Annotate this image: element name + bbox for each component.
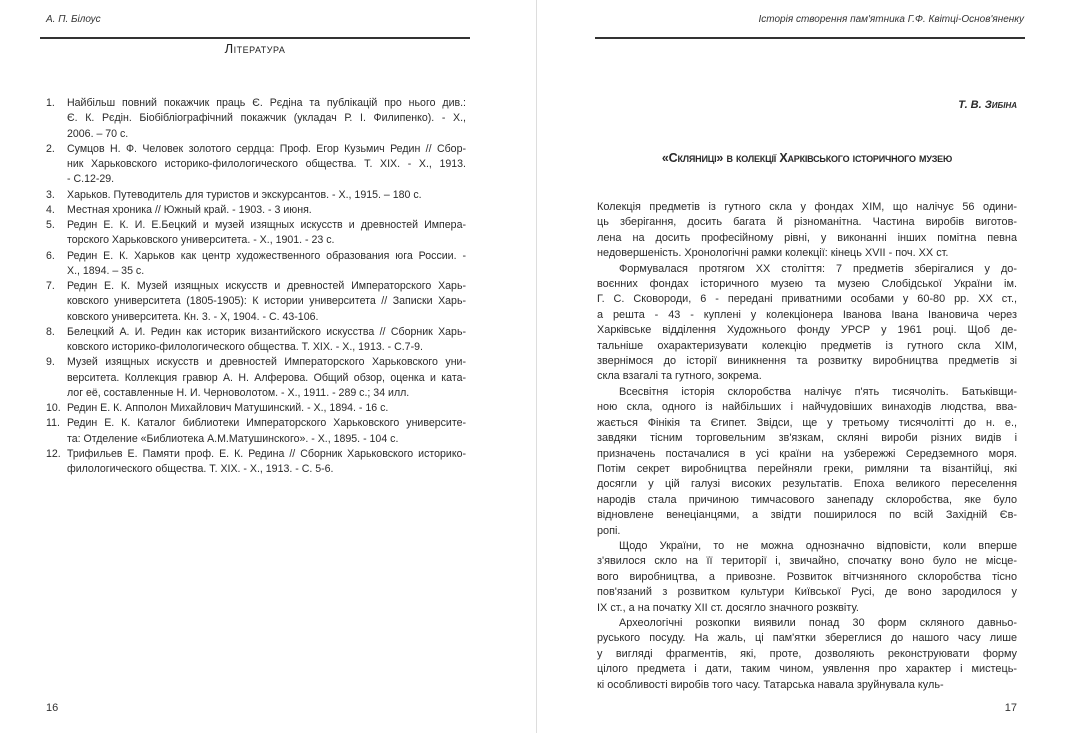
reference-number: 12.: [46, 447, 61, 460]
text-line: торского Харьковского университета. - Х., 1901. - 23 с.: [67, 234, 335, 247]
text-line: скла взагалі та гутного, зокрема.: [597, 370, 762, 383]
text-line: Щодо України, то не можна однозначно відповісти, коли вперше: [619, 539, 1017, 552]
text-line: тальніше охарактеризувати колекцію предметів із гутного скла ХІМ,: [597, 339, 1017, 352]
text-line: а решта - 43 - куплені у колекціонера Іванова Івана Івановича через: [597, 308, 1017, 321]
text-line: відновлене венеціанцями, а звідти поширилося по всій Західній Єв-: [597, 509, 1017, 522]
text-line: Г. С. Сковороди, 6 - передані приватними особами у 60-80 рр. XX ст.,: [597, 293, 1017, 306]
text-line: Колекція предметів із гутного скла у фондах ХІМ, що налічує 56 одини-: [597, 201, 1017, 213]
text-line: вого виробництва, а привозне. Розвиток вітчизняного склоробства тісно: [597, 570, 1017, 583]
text-line: Всесвітня історія склоробства налічує п'ять тисячоліть. Батьківщи-: [619, 385, 1017, 398]
text-line: лог её, составленные Н. И. Черноволотом. - Х., 1911. - 289 с.; 34 илл.: [67, 386, 410, 399]
text-line: Музей изящных искусств и древностей Императорского Харьковского уни-: [67, 356, 466, 369]
text-line: Археологічні розкопки виявили понад 30 форм скляного давньо-: [619, 616, 1017, 629]
text-line: Редин Е. К. Каталог библиотеки Императорского Харьковского университе-: [67, 417, 466, 430]
text-line: лена на досить професійному рівні, у виконанні інших помітна певна: [597, 231, 1017, 244]
paragraph: [597, 385, 1017, 539]
page-number-left: 16: [46, 702, 59, 714]
reference-item: [46, 188, 466, 203]
reference-item: [46, 203, 466, 218]
right-page: [537, 0, 1073, 733]
text-line: Местная хроника // Южный край. - 1903. - 3 июня.: [67, 203, 312, 216]
text-line: Формувалася протягом XX століття: 7 предметів зберігалися у до-: [619, 262, 1017, 275]
reference-number: 1.: [46, 97, 55, 109]
paragraph: [597, 200, 1017, 262]
running-head-right: Історія створення пам'ятника Г.Ф. Квітці-Основ'яненку: [758, 14, 1024, 25]
article-title: «Скляниці» в колекції Харківського історичного музею: [661, 151, 953, 165]
text-line: Редин Е. К. Харьков как центр художественного образования юга России. -: [67, 249, 466, 262]
text-line: завдяки тісним торговельним зв'язкам, скляні вироби різних видів і: [597, 432, 1017, 445]
text-line: верситета. Коллекция гравюр А. Н. Алферова. Общий обзор, оценка и ката-: [67, 371, 466, 384]
text-line: Потім секрет виробництва перейняли греки, римляни та візантійці, які: [597, 462, 1017, 475]
text-line: цілого предмета і дати, таким чином, уявлення про характер і мистець-: [597, 663, 1017, 676]
text-line: ник Харьковского историко-филологического общества. Т. XIX. - Х., 1913.: [67, 158, 466, 170]
reference-list: [46, 96, 466, 477]
reference-item: [46, 416, 466, 447]
text-line: звернімося до історії виникнення та розвитку виробництва предметів зі: [597, 355, 1017, 368]
text-line: призначень постачалися в усі країни на узбережжі Середземного моря.: [597, 447, 1017, 460]
text-line: ною скла, одного із найбільших і найчудовіших винаходів людства, вва-: [597, 401, 1017, 414]
text-line: Х., 1894. – 35 с.: [67, 264, 145, 277]
article-author: Т. В. Зибіна: [958, 99, 1017, 111]
text-line: филологического общества. Т. XIX. - Х., 1913. - С. 5-6.: [67, 463, 334, 475]
header-rule: [40, 37, 470, 39]
text-line: з'явилося скло на її території і, звичайно, спочатку воно було не місце-: [597, 555, 1017, 568]
text-line: народів стала причиною тимчасового занепаду склоробства, яке було: [597, 493, 1017, 506]
text-line: IX ст., а на початку XII ст. досягло значного розквіту.: [597, 601, 859, 614]
reference-item: [46, 96, 466, 142]
reference-item: [46, 142, 466, 188]
text-line: та: Отделение «Библиотека А.М.Матушинского». - Х., 1895. - 104 с.: [67, 432, 399, 445]
section-title: Література: [224, 41, 286, 56]
text-line: Трифильев Е. Памяти проф. Е. К. Редина // Сборник Харьковского историко-: [67, 447, 466, 460]
text-line: Редин Е. К. Апполон Михайлович Матушинский. - Х., 1894. - 16 с.: [67, 402, 389, 414]
text-line: жається Фінікія та Єгипет. Звідси, ще у третьому тисячолітті до н. е.,: [597, 416, 1017, 429]
reference-number: 10.: [46, 402, 61, 414]
text-line: воєнних фондах історичного музею та музею Слобідської України ім.: [597, 278, 1017, 291]
reference-item: [46, 325, 466, 356]
reference-item: [46, 447, 466, 478]
reference-item: [46, 279, 466, 325]
text-line: Редин Е. К. Музей изящных искусств и древностей Императорского Харь-: [67, 280, 466, 292]
text-line: Харківське відділення Художнього фонду УРСР у 1961 році. Щоб де-: [597, 324, 1017, 337]
text-line: руського посуду. На жаль, ці пам'ятки збереглися до нашого часу лише: [597, 632, 1017, 645]
text-line: Редин Е. К. И. Е.Бецкий и музей изящных искусств и древностей Импера-: [67, 219, 466, 231]
text-line: ковского историко-филологического общества. Т. XIX. - Х., 1913. - С.7-9.: [67, 341, 423, 353]
paragraph: [597, 262, 1017, 385]
paragraph: [597, 616, 1017, 693]
text-line: 2006. – 70 с.: [67, 127, 129, 140]
text-line: Є. К. Рєдін. Біобібліографічний покажчик (укладач Р. І. Филипенко). - Х.,: [67, 112, 466, 125]
reference-number: 2.: [46, 142, 55, 155]
text-line: Харьков. Путеводитель для туристов и экскурсантов. - Х., 1915. – 180 с.: [67, 188, 422, 201]
text-line: у вигляді фрагментів, які, проте, дозволяють реконструювати форму: [597, 647, 1017, 660]
text-line: кі особливості виробів того часу. Татарська навала зруйнувала куль-: [597, 678, 944, 691]
header-rule: [595, 37, 1025, 39]
text-line: ковского университета. Кн. 3. - Х, 1904. - С. 43-106.: [67, 310, 319, 323]
reference-item: [46, 218, 466, 249]
text-line: Найбільш повний покажчик праць Є. Рєдіна та публікацій про нього див.:: [67, 97, 466, 109]
reference-number: 9.: [46, 356, 55, 369]
page-number-right: 17: [1004, 702, 1017, 714]
text-line: ць зберігання, досить багата й різноманітна. Частина виробів виготов-: [597, 216, 1017, 229]
reference-number: 5.: [46, 219, 55, 231]
text-line: недовершеність. Хронологічні рамки колекції: кінець XVII - поч. XX ст.: [597, 247, 949, 260]
reference-item: [46, 249, 466, 280]
reference-number: 11.: [46, 417, 60, 430]
article-body: [597, 200, 1017, 693]
text-line: ковского университета (1805-1905): К истории университета // Записки Харь-: [67, 295, 466, 308]
reference-number: 4.: [46, 203, 55, 216]
text-line: пов'язаний з розвитком культури Київської Русі, де воно зародилося у: [597, 586, 1017, 599]
text-line: досягли у цій галузі високих результатів. Епоха великого переселення: [597, 478, 1017, 491]
text-line: ропі.: [597, 524, 621, 537]
reference-number: 7.: [46, 280, 55, 292]
running-head-left: А. П. Білоус: [46, 14, 101, 25]
reference-number: 8.: [46, 325, 55, 338]
text-line: Белецкий А. И. Редин как историк византийского искусства // Сборник Харь-: [67, 325, 466, 338]
text-line: - С.12-29.: [67, 173, 115, 186]
reference-item: [46, 401, 466, 416]
reference-number: 6.: [46, 249, 55, 262]
text-line: Сумцов Н. Ф. Человек золотого сердца: Проф. Егор Кузьмич Редин // Сбор-: [67, 142, 466, 155]
reference-number: 3.: [46, 188, 55, 201]
reference-item: [46, 355, 466, 401]
paragraph: [597, 539, 1017, 616]
